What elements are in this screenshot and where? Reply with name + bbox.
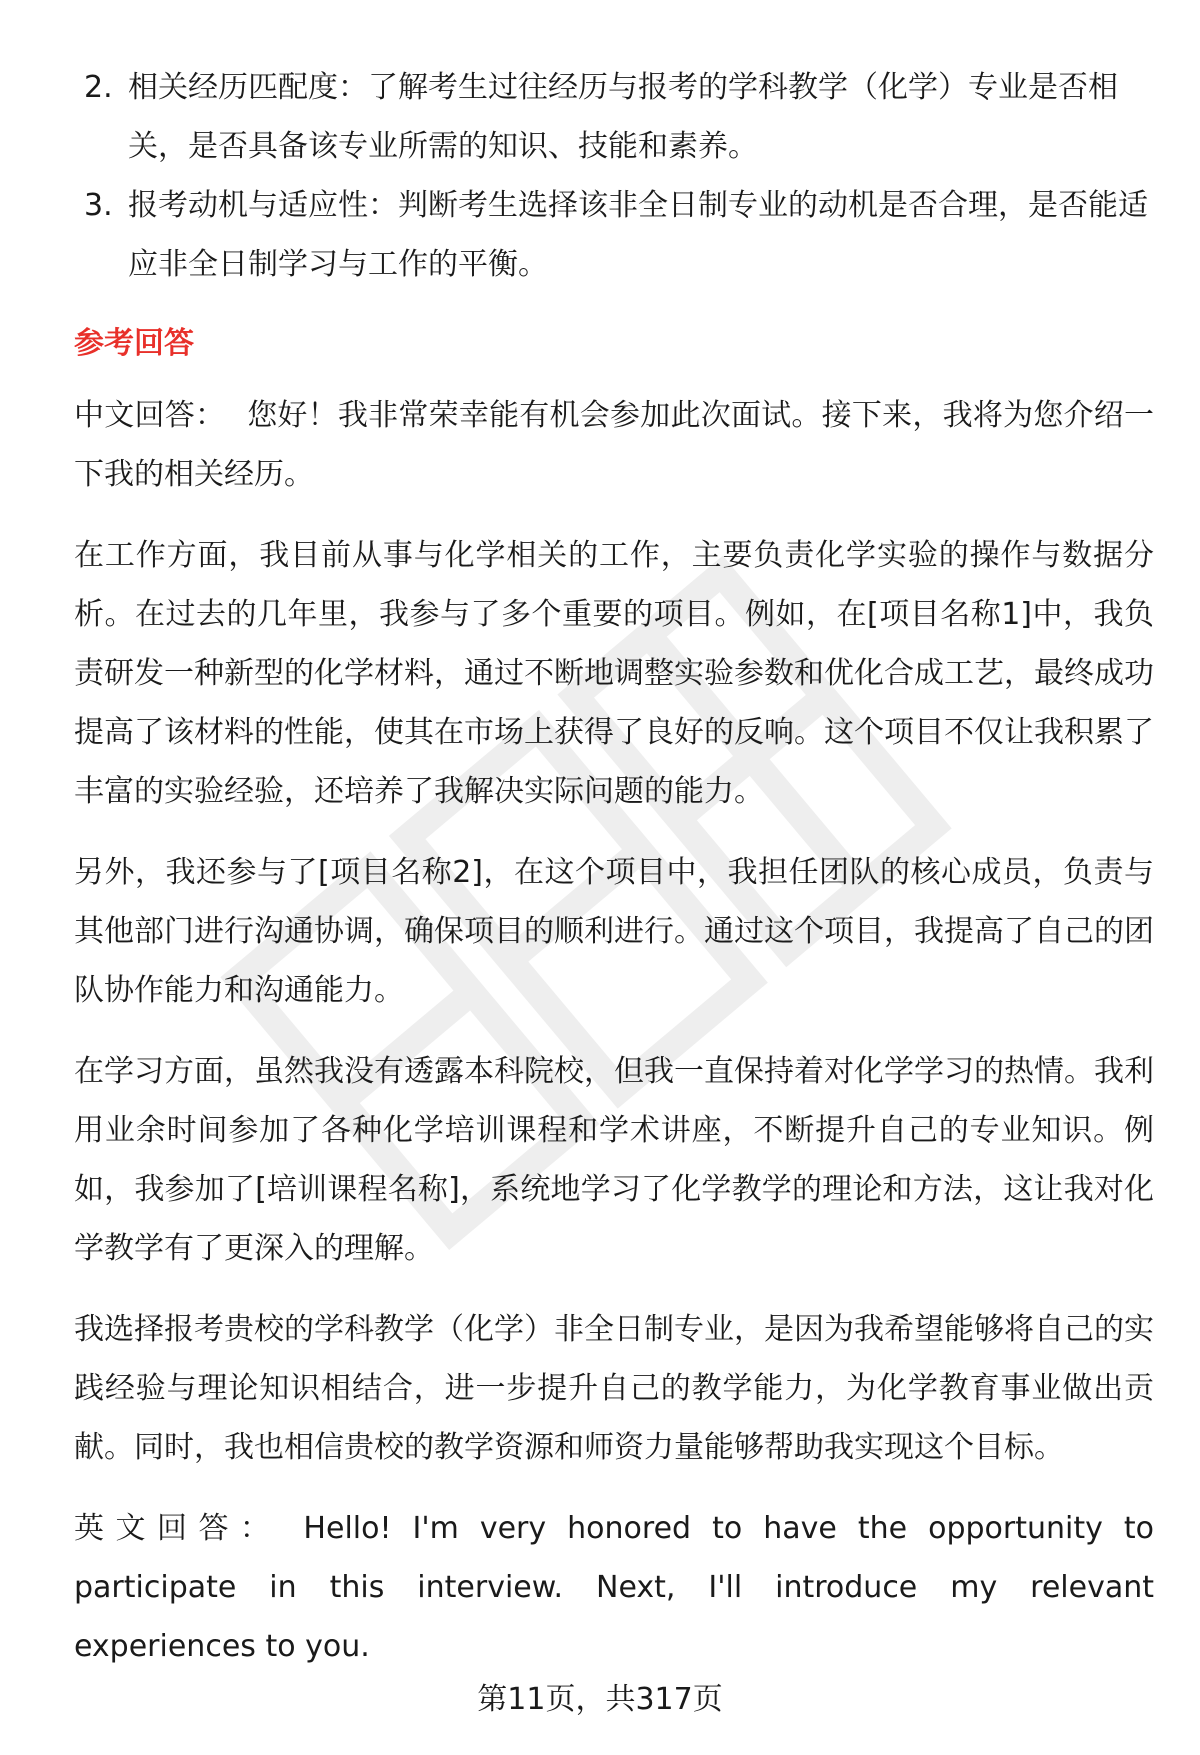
answer-paragraph-motivation: 我选择报考贵校的学科教学（化学）非全日制专业，是因为我希望能够将自己的实践经验与理论知识相结合，进一步提升自己的教学能力，为化学教育事业做出贡献。同时，我也相信贵校的教学资源和师资力量能够帮助我实现这个目标。: [74, 1312, 1154, 1465]
answer-paragraph-work: 在工作方面，我目前从事与化学相关的工作，主要负责化学实验的操作与数据分析。在过去的几年里，我参与了多个重要的项目。例如，在[项目名称1]中，我负责研发一种新型的化学材料，通过不断地调整实验参数和优化合成工艺，最终成功提高了该材料的性能，使其在市场上获得了良好的反响。这个项目不仅让我积累了丰富的实验经验，还培养了我解决实际问题的能力。: [74, 538, 1154, 809]
criteria-number: 3.: [84, 188, 113, 223]
criteria-text: 相关经历匹配度：了解考生过往经历与报考的学科教学（化学）专业是否相关，是否具备该专业所需的知识、技能和素养。: [128, 70, 1118, 164]
chinese-answer-intro: [74, 386, 1154, 504]
chinese-answer-label: 中文回答：: [74, 398, 226, 433]
answer-paragraph-study: 在学习方面，虽然我没有透露本科院校，但我一直保持着对化学学习的热情。我利用业余时间参加了各种化学培训课程和学术讲座，不断提升自己的专业知识。例如，我参加了[培训课程名称]，系统地学习了化学教学的理论和方法，这让我对化学教学有了更深入的理解。: [74, 1054, 1154, 1266]
document-content: [74, 58, 1154, 1698]
evaluation-criteria-list: [74, 58, 1154, 294]
chinese-answer-intro-text: 您好！我非常荣幸能有机会参加此次面试。接下来，我将为您介绍一下我的相关经历。: [74, 398, 1155, 492]
criteria-number: 2.: [84, 70, 113, 105]
reference-answer-heading: 参考回答: [74, 326, 194, 361]
criteria-item-2: [74, 58, 1154, 176]
criteria-item-3: [74, 176, 1154, 294]
english-answer-label: 英文回答：: [74, 1511, 282, 1546]
english-answer-intro-text: Hello! I'm very honored to have the opportunity to participate in this interview. Next, I'll introduce my relevant experiences to you.: [74, 1511, 1155, 1664]
english-answer-intro: [74, 1499, 1154, 1676]
answer-paragraph-project2: 另外，我还参与了[项目名称2]，在这个项目中，我担任团队的核心成员，负责与其他部门进行沟通协调，确保项目的顺利进行。通过这个项目，我提高了自己的团队协作能力和沟通能力。: [74, 855, 1154, 1008]
page-number-footer: 第11页，共317页: [477, 1682, 723, 1717]
criteria-text: 报考动机与适应性：判断考生选择该非全日制专业的动机是否合理，是否能适应非全日制学习与工作的平衡。: [128, 188, 1148, 282]
